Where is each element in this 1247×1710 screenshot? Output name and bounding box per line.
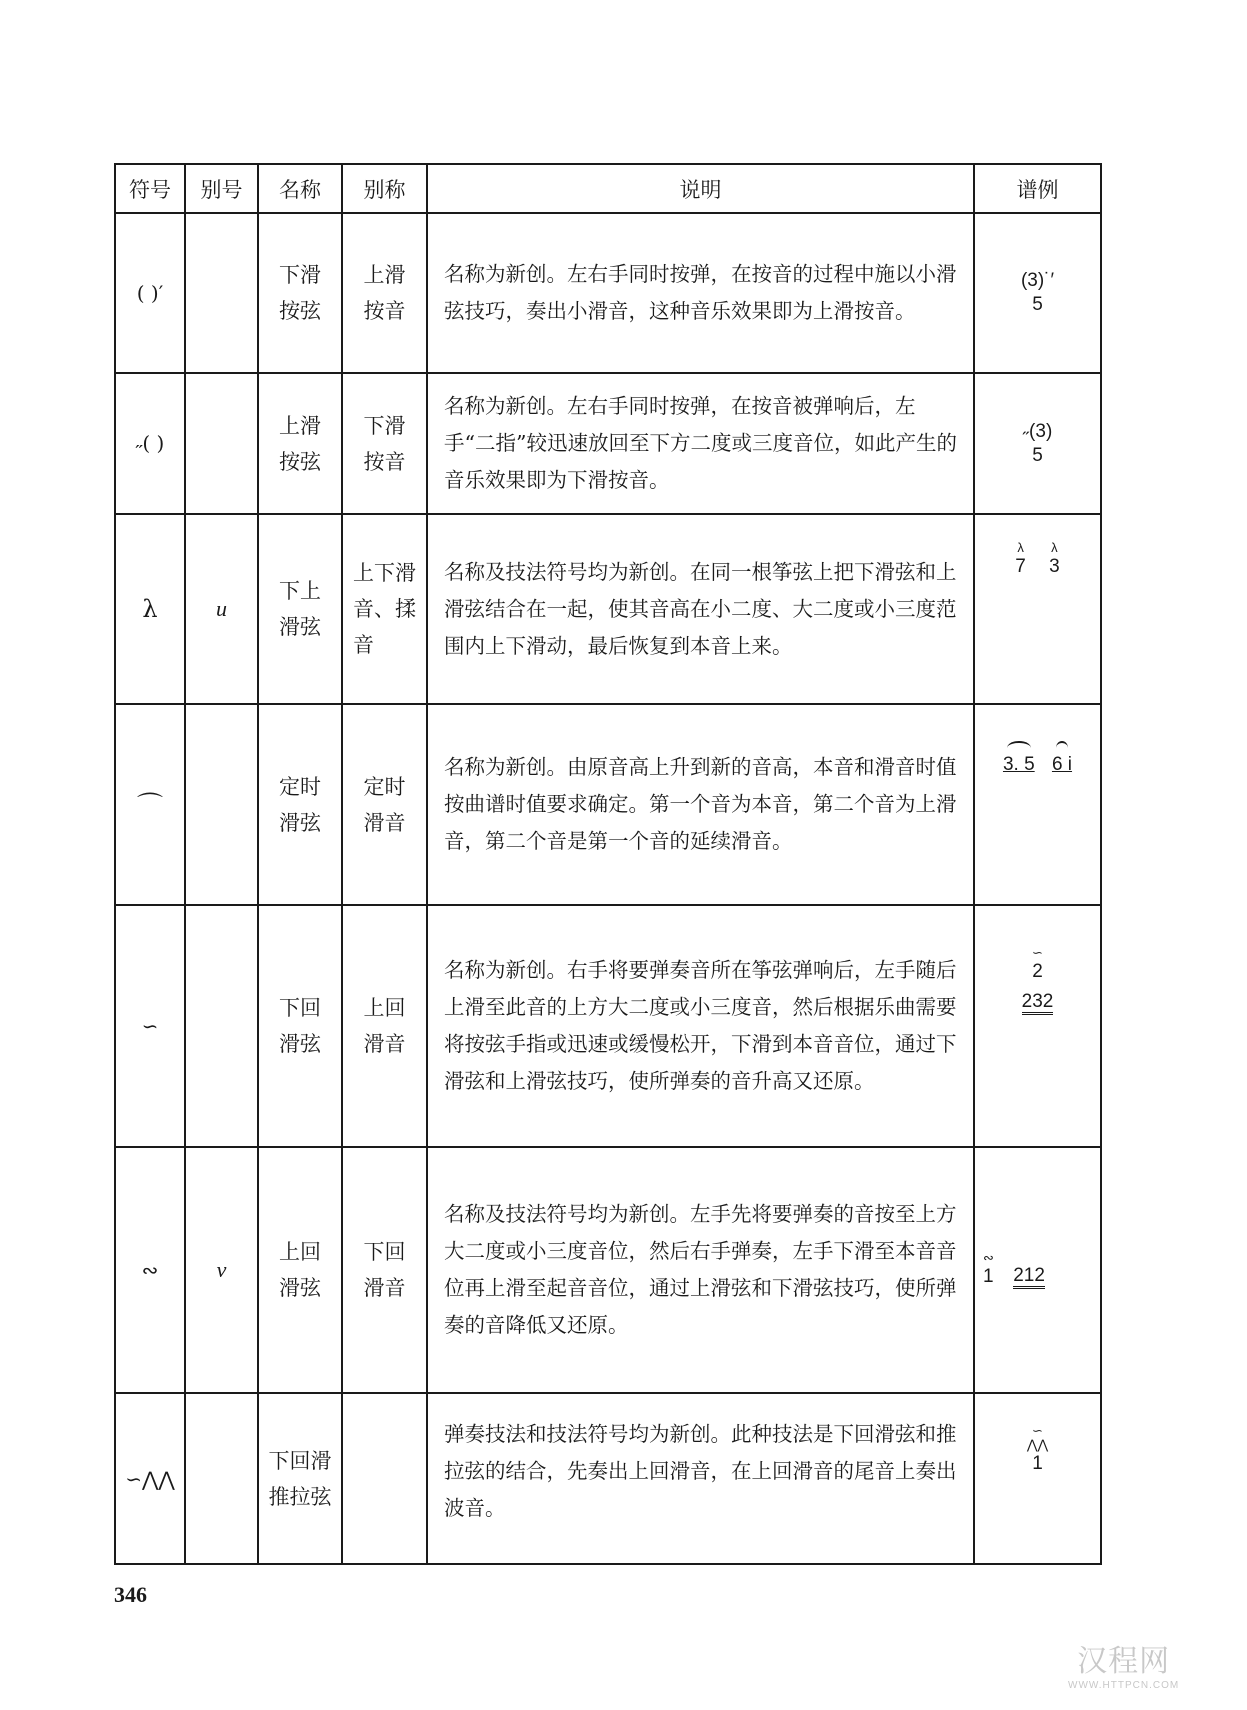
alias-line: 下回 bbox=[363, 1240, 406, 1264]
example-cell bbox=[974, 1147, 1101, 1393]
header-description: 说明 bbox=[427, 164, 974, 213]
name-cell bbox=[258, 514, 342, 704]
page-number: 346 bbox=[114, 1582, 147, 1607]
example-note bbox=[1049, 541, 1060, 579]
name-cell bbox=[258, 373, 342, 514]
name-line: 推拉弦 bbox=[268, 1484, 332, 1509]
slide-mark-icon: λ bbox=[1051, 540, 1058, 555]
header-alt-symbol: 别号 bbox=[185, 164, 258, 213]
example-line: 2 bbox=[1032, 961, 1043, 982]
header-name: 名称 bbox=[258, 164, 342, 213]
name-line: 下滑 bbox=[279, 263, 321, 287]
example-line: 5 bbox=[1032, 294, 1043, 315]
alias-line: 上下滑 bbox=[353, 561, 416, 585]
alias-line: 下滑 bbox=[363, 413, 406, 438]
turn-mark-icon: ∽ bbox=[1032, 945, 1043, 960]
alias-line: 按音 bbox=[363, 299, 406, 323]
example-line: ˶(3) bbox=[1022, 420, 1053, 442]
description-cell: 名称为新创。左右手同时按弹，在按音的过程中施以小滑弦技巧，奏出小滑音，这种音乐效果即为上滑按音。 bbox=[427, 213, 974, 373]
alias-line: 上滑 bbox=[363, 263, 406, 287]
alt-symbol-cell bbox=[185, 213, 258, 373]
alias-line: 滑音 bbox=[363, 1276, 406, 1300]
name-cell bbox=[258, 704, 342, 905]
name-cell bbox=[258, 1147, 342, 1393]
example-note bbox=[1015, 541, 1026, 579]
example-cell bbox=[974, 704, 1101, 905]
watermark bbox=[1068, 1636, 1179, 1691]
header-alias: 别称 bbox=[342, 164, 427, 213]
example-note-group: 6 i bbox=[1051, 754, 1073, 775]
note: 7 bbox=[1015, 556, 1026, 577]
table-header-row bbox=[115, 164, 1101, 213]
name-line: 滑弦 bbox=[279, 1276, 321, 1300]
example-line: 5 bbox=[1032, 444, 1043, 466]
table-row bbox=[115, 1393, 1101, 1564]
name-line: 按弦 bbox=[279, 449, 321, 474]
symbol-cell: ( )′ bbox=[115, 213, 185, 373]
note: 1 bbox=[983, 1266, 994, 1287]
description-cell: 名称为新创。右手将要弹奏音所在筝弦弹响后，左手随后上滑至此音的上方大二度或小三度音，然后根据乐曲需要将按弦手指或迅速或缓慢松开，下滑到本音音位，通过下滑弦和上滑弦技巧，使所弹奏的音升高又还原。 bbox=[427, 905, 974, 1147]
alias-cell bbox=[342, 905, 427, 1147]
description-cell: 名称及技法符号均为新创。左手先将要弹奏的音按至上方大二度或小三度音位，然后右手弹奏，左手下滑至本音音位再上滑至起音音位，通过上滑弦和下滑弦技巧，使所弹奏的音降低又还原。 bbox=[427, 1147, 974, 1393]
example-note-group: 212 bbox=[1013, 1265, 1045, 1289]
alias-line: 滑音 bbox=[363, 1032, 406, 1056]
alt-symbol-cell: v bbox=[185, 1147, 258, 1393]
example-line: (3)˙′ bbox=[1020, 270, 1055, 291]
alias-line: 音、揉 bbox=[353, 597, 416, 621]
example-cell bbox=[974, 905, 1101, 1147]
alias-line: 上回 bbox=[363, 996, 406, 1020]
table-row bbox=[115, 213, 1101, 373]
symbol-cell: ˶( ) bbox=[115, 373, 185, 514]
alias-line: 按音 bbox=[363, 449, 406, 474]
example-cell bbox=[974, 514, 1101, 704]
name-line: 滑弦 bbox=[279, 1032, 321, 1056]
alt-symbol-cell bbox=[185, 1393, 258, 1564]
table-row bbox=[115, 905, 1101, 1147]
name-line: 定时 bbox=[279, 774, 321, 799]
technique-symbol-table bbox=[114, 163, 1102, 1565]
alias-cell bbox=[342, 213, 427, 373]
alias-cell bbox=[342, 1393, 427, 1564]
alias-line: 音 bbox=[353, 633, 374, 657]
name-cell bbox=[258, 905, 342, 1147]
name-cell bbox=[258, 1393, 342, 1564]
description-cell: 名称及技法符号均为新创。在同一根筝弦上把下滑弦和上滑弦结合在一起，使其音高在小二度、大二度或小三度范围内上下滑动，最后恢复到本音上来。 bbox=[427, 514, 974, 704]
name-line: 下回滑 bbox=[268, 1448, 332, 1473]
description-cell: 弹奏技法和技法符号均为新创。此种技法是下回滑弦和推拉弦的结合，先奏出上回滑音，在上回滑音的尾音上奏出波音。 bbox=[427, 1393, 974, 1564]
alias-cell bbox=[342, 373, 427, 514]
name-line: 按弦 bbox=[279, 299, 321, 323]
symbol-cell: λ bbox=[115, 514, 185, 704]
alt-symbol-cell bbox=[185, 905, 258, 1147]
name-line: 下回 bbox=[279, 996, 321, 1020]
symbol-cell: ⌒ bbox=[115, 704, 185, 905]
name-line: 上滑 bbox=[279, 413, 321, 438]
watermark-logo: 汉程网 bbox=[1077, 1644, 1171, 1679]
example-note-group: 3. 5 bbox=[1002, 754, 1035, 775]
description-cell: 名称为新创。由原音高上升到新的音高，本音和滑音时值按曲谱时值要求确定。第一个音为本音，第二个音为上滑音，第二个音是第一个音的延续滑音。 bbox=[427, 704, 974, 905]
alias-cell bbox=[342, 704, 427, 905]
header-symbol: 符号 bbox=[115, 164, 185, 213]
example-cell bbox=[974, 373, 1101, 514]
table-row bbox=[115, 1147, 1101, 1393]
alias-line: 定时 bbox=[363, 774, 406, 799]
example-cell bbox=[974, 1393, 1101, 1564]
table-row bbox=[115, 514, 1101, 704]
watermark-url: WWW.HTTPCN.COM bbox=[1068, 1680, 1180, 1691]
name-line: 滑弦 bbox=[279, 810, 321, 835]
example-cell bbox=[974, 213, 1101, 373]
description-cell: 名称为新创。左右手同时按弹，在按音被弹响后，左手“二指”较迅速放回至下方二度或三度音位，如此产生的音乐效果即为下滑按音。 bbox=[427, 373, 974, 514]
name-cell bbox=[258, 213, 342, 373]
example-line: 232 bbox=[1022, 991, 1054, 1015]
table-row bbox=[115, 373, 1101, 514]
alias-line: 滑音 bbox=[363, 810, 406, 835]
name-line: 滑弦 bbox=[279, 615, 321, 639]
alt-symbol-cell: u bbox=[185, 514, 258, 704]
example-note bbox=[983, 1251, 994, 1289]
turn-mark-icon: ∾ bbox=[983, 1250, 994, 1265]
turn-mark-icon: ∽ bbox=[1032, 1423, 1043, 1438]
alt-symbol-cell bbox=[185, 704, 258, 905]
symbol-cell: ∽ bbox=[115, 905, 185, 1147]
symbol-cell: ∾ bbox=[115, 1147, 185, 1393]
table-row bbox=[115, 704, 1101, 905]
alt-symbol-cell bbox=[185, 373, 258, 514]
alias-cell bbox=[342, 514, 427, 704]
example-line: 1 bbox=[1032, 1453, 1043, 1474]
slide-mark-icon: λ bbox=[1017, 540, 1024, 555]
symbol-cell: ∽⋀⋀ bbox=[115, 1393, 185, 1564]
note: 3 bbox=[1049, 556, 1060, 577]
vibrato-mark-icon: ⋀⋀ bbox=[1026, 1437, 1049, 1452]
alias-cell bbox=[342, 1147, 427, 1393]
header-example: 谱例 bbox=[974, 164, 1101, 213]
name-line: 下上 bbox=[279, 579, 321, 603]
name-line: 上回 bbox=[279, 1240, 321, 1264]
